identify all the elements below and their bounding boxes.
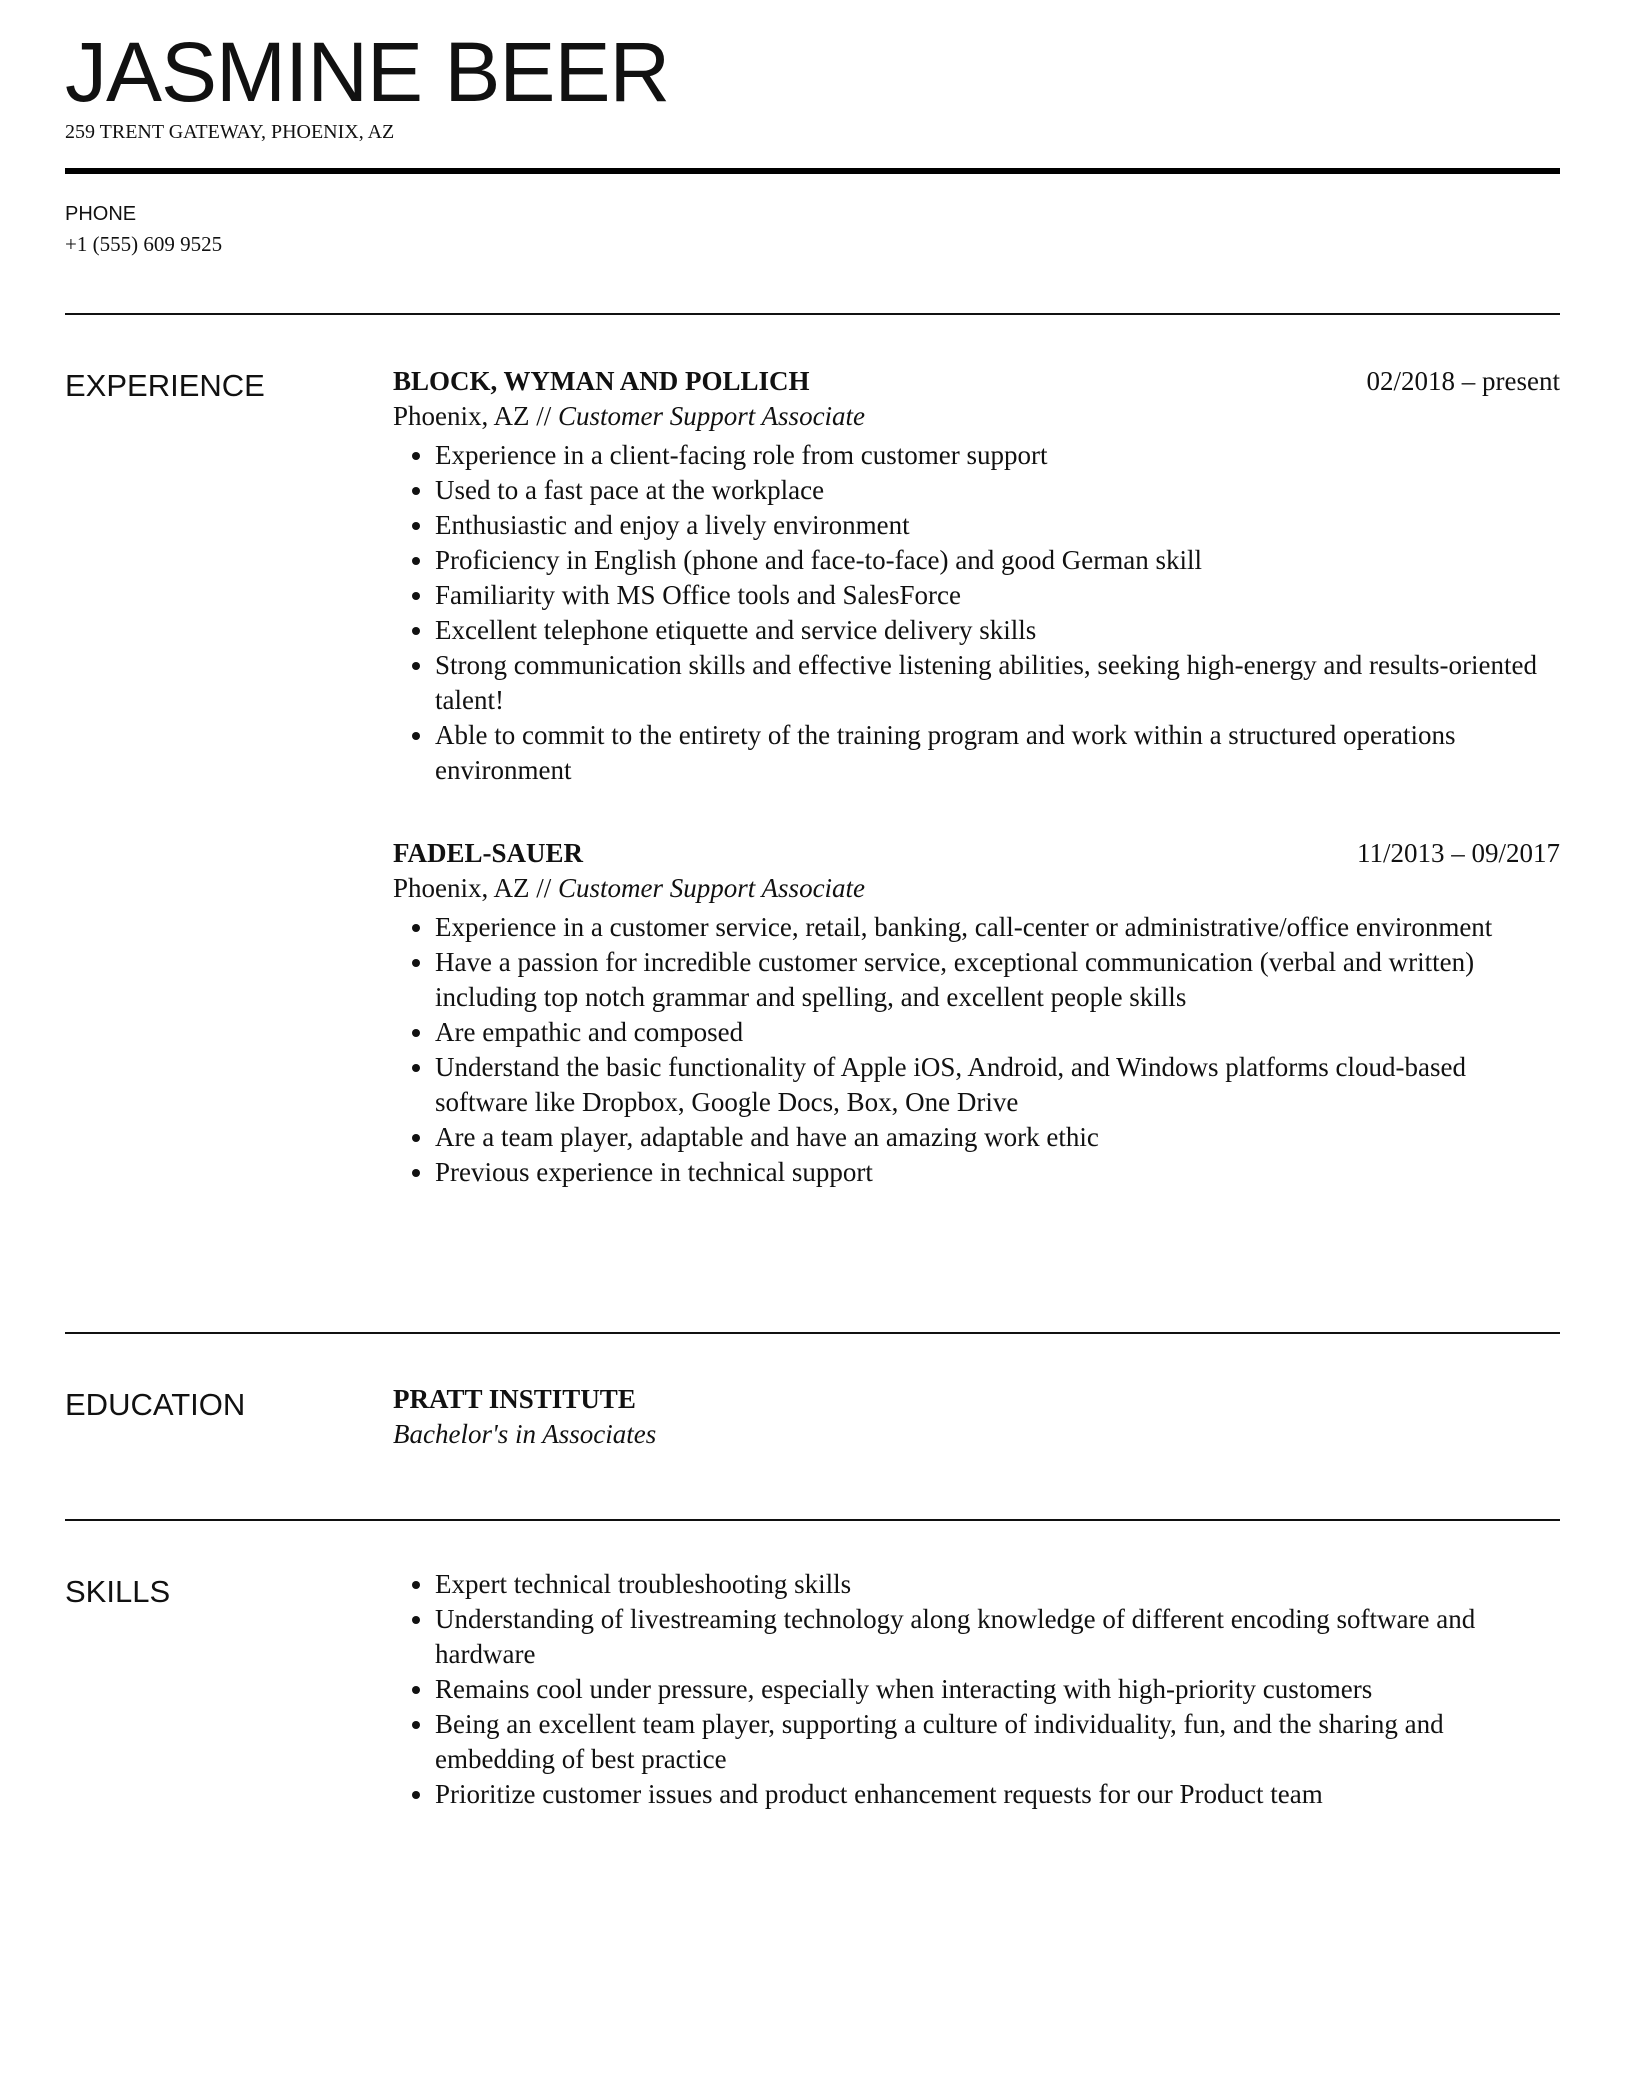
- job-entry: [393, 364, 1560, 788]
- section-divider: [65, 1332, 1560, 1334]
- bullet-item: • Previous experience in technical support: [435, 1155, 1560, 1190]
- phone-label: PHONE: [65, 203, 137, 225]
- education-heading: EDUCATION: [65, 1387, 246, 1422]
- job-dates: 11/2013 – 09/2017: [1356, 838, 1560, 868]
- bullet-item: • Able to commit to the entirety of the training program and work within a structured operations environment: [435, 718, 1560, 788]
- skill-item: • Understanding of livestreaming technology along knowledge of different encoding software and hardware: [435, 1602, 1560, 1672]
- experience-list: [393, 364, 1560, 1238]
- skills-heading: SKILLS: [65, 1574, 171, 1609]
- job-role: Customer Support Associate: [558, 873, 866, 903]
- job-location: Phoenix, AZ: [393, 873, 530, 903]
- skill-item: • Prioritize customer issues and product enhancement requests for our Product team: [435, 1777, 1560, 1812]
- experience-heading: EXPERIENCE: [65, 368, 265, 403]
- company-name: FADEL-SAUER: [393, 838, 584, 868]
- bullet-item: • Proficiency in English (phone and face-to-face) and good German skill: [435, 543, 1560, 578]
- skills-list: [393, 1567, 1560, 1812]
- degree: Bachelor's in Associates: [393, 1419, 657, 1449]
- header-divider: [65, 168, 1560, 174]
- skill-item: • Expert technical troubleshooting skills: [435, 1567, 1560, 1602]
- bullet-item: • Familiarity with MS Office tools and SalesForce: [435, 578, 1560, 613]
- bullet-item: • Experience in a client-facing role from customer support: [435, 438, 1560, 473]
- bullet-item: • Used to a fast pace at the workplace: [435, 473, 1560, 508]
- job-entry: [393, 836, 1560, 1190]
- bullet-item: • Are empathic and composed: [435, 1015, 1560, 1050]
- school-name: PRATT INSTITUTE: [393, 1384, 636, 1414]
- education-entry: [393, 1382, 1560, 1452]
- skill-item: • Being an excellent team player, supporting a culture of individuality, fun, and the sharing and embedding of best practice: [435, 1707, 1560, 1777]
- section-divider: [65, 1519, 1560, 1521]
- bullet-item: • Have a passion for incredible customer service, exceptional communication (verbal and written) including top notch grammar and spelling, and excellent people skills: [435, 945, 1560, 1015]
- bullet-item: • Enthusiastic and enjoy a lively environment: [435, 508, 1560, 543]
- job-location: Phoenix, AZ: [393, 401, 530, 431]
- address: 259 TRENT GATEWAY, PHOENIX, AZ: [65, 121, 395, 143]
- separator: //: [529, 873, 559, 903]
- job-role: Customer Support Associate: [558, 401, 866, 431]
- bullet-item: • Strong communication skills and effective listening abilities, seeking high-energy and results-oriented talent!: [435, 648, 1560, 718]
- job-dates: 02/2018 – present: [1366, 366, 1560, 396]
- phone-number: +1 (555) 609 9525: [65, 232, 223, 256]
- bullet-item: • Excellent telephone etiquette and service delivery skills: [435, 613, 1560, 648]
- bullet-item: • Understand the basic functionality of Apple iOS, Android, and Windows platforms cloud-based software like Dropbox, Google Docs, Box, One Drive: [435, 1050, 1560, 1120]
- job-bullets: [393, 910, 1560, 1190]
- bullet-item: • Are a team player, adaptable and have an amazing work ethic: [435, 1120, 1560, 1155]
- job-bullets: [393, 438, 1560, 788]
- skill-item: • Remains cool under pressure, especially when interacting with high-priority customers: [435, 1672, 1560, 1707]
- candidate-name: JASMINE BEER: [65, 25, 670, 119]
- separator: //: [529, 401, 559, 431]
- company-name: BLOCK, WYMAN AND POLLICH: [393, 366, 810, 396]
- section-divider: [65, 313, 1560, 315]
- bullet-item: • Experience in a customer service, retail, banking, call-center or administrative/office environment: [435, 910, 1560, 945]
